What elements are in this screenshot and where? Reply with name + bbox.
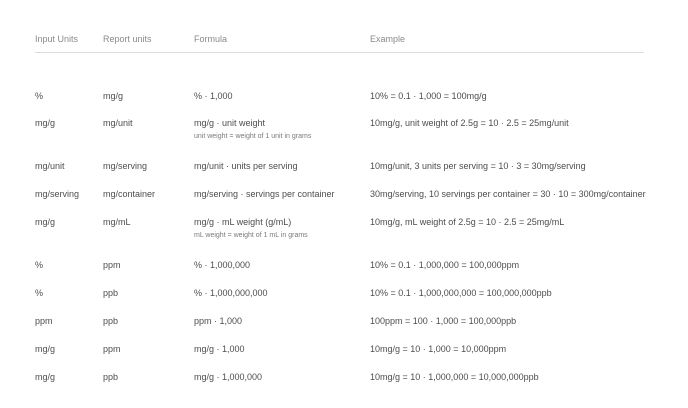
cell-report-units: ppm bbox=[103, 344, 121, 354]
cell-example: 10% = 0.1 · 1,000 = 100mg/g bbox=[370, 91, 487, 101]
cell-formula: % · 1,000,000 bbox=[194, 260, 251, 270]
cell-input-units: mg/g bbox=[35, 372, 56, 382]
cell-input-units: mg/g bbox=[35, 118, 56, 128]
table-header bbox=[35, 32, 644, 53]
cell-report-units: mg/unit bbox=[103, 118, 133, 128]
cell-report-units: ppm bbox=[103, 260, 121, 270]
cell-example: 10% = 0.1 · 1,000,000,000 = 100,000,000ppb bbox=[370, 288, 552, 298]
header-formula: Formula bbox=[194, 34, 228, 44]
cell-report-units: ppb bbox=[103, 316, 119, 326]
cell-report-units: mg/container bbox=[103, 189, 156, 199]
cell-example: 10% = 0.1 · 1,000,000 = 100,000ppm bbox=[370, 260, 520, 270]
cell-example: 10mg/g = 10 · 1,000 = 10,000ppm bbox=[370, 344, 507, 354]
cell-example: 30mg/serving, 10 servings per container = 30 · 10 = 300mg/container bbox=[370, 189, 646, 199]
cell-formula: % · 1,000 bbox=[194, 91, 233, 101]
cell-formula: mg/g · unit weight bbox=[194, 118, 266, 128]
cell-example: 10mg/g, mL weight of 2.5g = 10 · 2.5 = 25mg/mL bbox=[370, 217, 565, 227]
header-input-units: Input Units bbox=[35, 34, 79, 44]
cell-example: 10mg/unit, 3 units per serving = 10 · 3 = 30mg/serving bbox=[370, 161, 586, 171]
cell-report-units: mg/serving bbox=[103, 161, 148, 171]
cell-input-units: % bbox=[35, 288, 44, 298]
cell-report-units: mg/g bbox=[103, 91, 124, 101]
cell-formula: mg/unit · units per serving bbox=[194, 161, 298, 171]
cell-report-units: ppb bbox=[103, 372, 119, 382]
cell-formula-note: unit weight = weight of 1 unit in grams bbox=[194, 133, 312, 140]
cell-formula: ppm · 1,000 bbox=[194, 316, 243, 326]
cell-formula: mg/g · 1,000,000 bbox=[194, 372, 263, 382]
cell-input-units: mg/serving bbox=[35, 189, 80, 199]
cell-input-units: mg/g bbox=[35, 217, 56, 227]
cell-input-units: % bbox=[35, 260, 44, 270]
cell-input-units: ppm bbox=[35, 316, 53, 326]
cell-formula: mg/g · mL weight (g/mL) bbox=[194, 217, 292, 227]
cell-example: 10mg/g = 10 · 1,000,000 = 10,000,000ppb bbox=[370, 372, 539, 382]
units-conversion-table bbox=[35, 32, 646, 382]
cell-input-units: % bbox=[35, 91, 44, 101]
cell-report-units: ppb bbox=[103, 288, 119, 298]
cell-input-units: mg/unit bbox=[35, 161, 65, 171]
header-example: Example bbox=[370, 34, 406, 44]
header-report-units: Report units bbox=[103, 34, 152, 44]
cell-formula: mg/serving · servings per container bbox=[194, 189, 335, 199]
cell-example: 10mg/g, unit weight of 2.5g = 10 · 2.5 = 25mg/unit bbox=[370, 118, 569, 128]
cell-formula: % · 1,000,000,000 bbox=[194, 288, 268, 298]
cell-formula: mg/g · 1,000 bbox=[194, 344, 245, 354]
cell-report-units: mg/mL bbox=[103, 217, 131, 227]
cell-input-units: mg/g bbox=[35, 344, 56, 354]
cell-formula-note: mL weight = weight of 1 mL in grams bbox=[194, 232, 308, 239]
cell-example: 100ppm = 100 · 1,000 = 100,000ppb bbox=[370, 316, 517, 326]
